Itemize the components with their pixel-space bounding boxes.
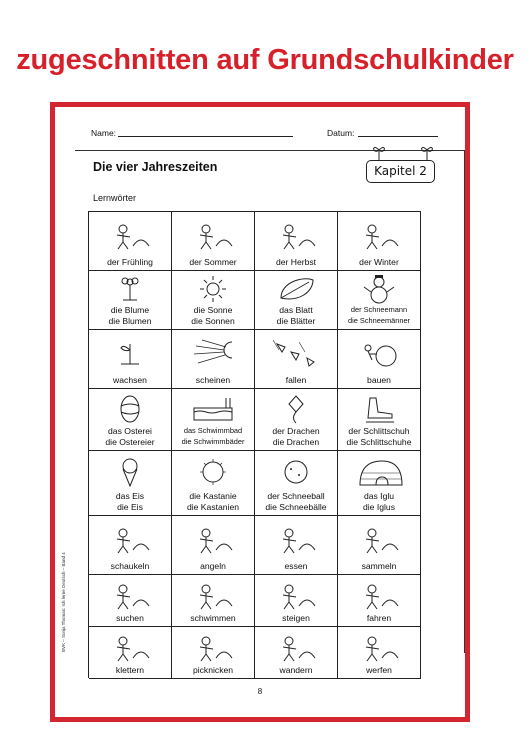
worksheet-frame [50, 102, 470, 722]
hiking-icon [255, 627, 337, 665]
igloo-icon [338, 451, 420, 491]
chapter-label: Kapitel 2 [366, 160, 435, 183]
name-label: Name: [91, 128, 117, 138]
vocab-word: wachsen [113, 374, 147, 385]
vocab-cell [172, 212, 255, 271]
snowball-building-icon [338, 330, 420, 375]
vocab-word: der Herbst [275, 256, 317, 267]
gathering-icon [338, 516, 420, 561]
vocab-word: der Frühling [107, 256, 153, 267]
sprout-icon [89, 330, 171, 375]
date-label: Datum: [327, 128, 355, 138]
vocab-cell [89, 451, 172, 516]
vocab-cell [89, 627, 172, 679]
vocab-cell [255, 516, 338, 575]
vocab-word: die Blätter [276, 315, 316, 326]
vocabulary-grid [88, 211, 421, 678]
vocab-cell [89, 516, 172, 575]
searching-icon [89, 575, 171, 613]
vocab-word: essen [284, 560, 308, 571]
vocab-cell [255, 330, 338, 389]
vocab-word: schaukeln [110, 560, 150, 571]
vocab-word: die Kastanie [189, 491, 237, 501]
vocab-word: die Sonne [193, 305, 233, 315]
beach-umbrella-icon [172, 212, 254, 257]
vocab-cell [172, 451, 255, 516]
vocab-word: scheinen [195, 374, 231, 385]
copyright-note: BVK – Sonja Thomas: Ich lerne Deutsch – Band 4 [61, 552, 66, 652]
vocab-cell [172, 627, 255, 679]
snowball-icon [255, 451, 337, 491]
vocab-cell [255, 389, 338, 451]
headline: zugeschnitten auf Grundschulkinder [16, 44, 514, 76]
vocab-word: die Ostereier [105, 436, 155, 447]
vocab-word: werfen [366, 664, 392, 675]
vocab-cell [89, 389, 172, 451]
vocab-cell [172, 330, 255, 389]
date-field[interactable] [358, 136, 438, 137]
autumn-kite-icon [255, 212, 337, 257]
vocab-word: der Sommer [189, 256, 237, 267]
vocab-word: die Blumen [108, 315, 152, 326]
worksheet [55, 107, 465, 717]
vocab-word: die Eis [117, 501, 143, 512]
vocab-cell [89, 212, 172, 271]
fishing-icon [172, 516, 254, 561]
vocab-word: das Eis [115, 491, 145, 501]
vocab-cell [338, 212, 421, 271]
vocab-word: angeln [200, 560, 226, 571]
worksheet-title: Die vier Jahreszeiten [93, 160, 218, 174]
vocab-cell [338, 451, 421, 516]
vocab-word: schwimmen [190, 612, 236, 623]
vocab-cell [255, 271, 338, 330]
vocab-word: das Blatt [279, 305, 313, 315]
vocab-word: die Drachen [272, 436, 320, 447]
chestnut-icon [172, 451, 254, 491]
throwing-icon [338, 627, 420, 665]
vocab-cell [338, 627, 421, 679]
leaf-icon [255, 271, 337, 305]
vocab-word: fahren [366, 612, 392, 623]
vocab-cell [255, 212, 338, 271]
vocab-cell [338, 271, 421, 330]
vocab-cell [172, 271, 255, 330]
vocab-word: die Schlittschuhe [346, 436, 412, 447]
vocab-cell [338, 575, 421, 627]
flower-icon [89, 271, 171, 305]
vocab-word: sammeln [361, 560, 397, 571]
sun-icon [172, 271, 254, 305]
vocab-word: das Iglu [363, 491, 395, 501]
snowman-icon [338, 271, 420, 305]
vocab-cell [338, 516, 421, 575]
vocab-word: steigen [282, 612, 310, 623]
vocab-word: die Kastanien [186, 501, 240, 512]
vocab-word: die Blume [110, 305, 150, 315]
kite-icon [255, 389, 337, 426]
sledding-icon [338, 575, 420, 613]
vocab-word: das Osterei [108, 426, 152, 436]
side-rule [464, 150, 465, 653]
page-number: 8 [257, 687, 263, 696]
vocab-cell [89, 575, 172, 627]
vocab-cell [172, 575, 255, 627]
vocab-word: der Schlittschuh [348, 426, 410, 436]
vocab-cell [255, 451, 338, 516]
vocab-cell [255, 575, 338, 627]
swimming-pool-icon [172, 389, 254, 426]
falling-leaves-icon [255, 330, 337, 375]
spring-flowers-icon [89, 212, 171, 257]
easter-egg-icon [89, 389, 171, 426]
eating-icon [255, 516, 337, 561]
vocab-word: bauen [367, 374, 391, 385]
worksheet-subtitle: Lernwörter [93, 193, 137, 203]
vocab-word: klettern [115, 664, 145, 675]
vocab-word: die Sonnen [191, 315, 235, 326]
vocab-word: die Iglus [362, 501, 395, 512]
snowy-tree-icon [338, 212, 420, 257]
vocab-word: der Schneeball [267, 491, 325, 501]
vocab-cell [89, 271, 172, 330]
vocab-cell [255, 627, 338, 679]
vocab-cell [89, 330, 172, 389]
header-rule [75, 150, 465, 151]
vocab-word: der Winter [359, 256, 399, 267]
name-field[interactable] [118, 136, 293, 137]
vocab-word: das Schwimmbad [183, 426, 243, 435]
vocab-word: die Schneebälle [265, 501, 327, 512]
vocab-cell [172, 389, 255, 451]
tree-climbing-icon [89, 627, 171, 665]
ice-skate-icon [338, 389, 420, 426]
vocab-word: suchen [116, 612, 144, 623]
vocab-word: picknicken [192, 664, 234, 675]
vocab-word: die Schwimmbäder [181, 436, 245, 446]
vocab-word: fallen [285, 374, 307, 385]
vocab-word: wandern [279, 664, 313, 675]
sun-rays-icon [172, 330, 254, 375]
swing-icon [89, 516, 171, 561]
vocab-word: der Drachen [272, 426, 320, 436]
vocab-word: der Schneemann [350, 305, 408, 314]
vocab-word: die Schneemänner [347, 315, 411, 325]
vocab-cell [172, 516, 255, 575]
vocab-cell [338, 389, 421, 451]
ice-cream-icon [89, 451, 171, 491]
climbing-icon [255, 575, 337, 613]
vocab-cell [338, 330, 421, 389]
picnic-icon [172, 627, 254, 665]
swimming-icon [172, 575, 254, 613]
